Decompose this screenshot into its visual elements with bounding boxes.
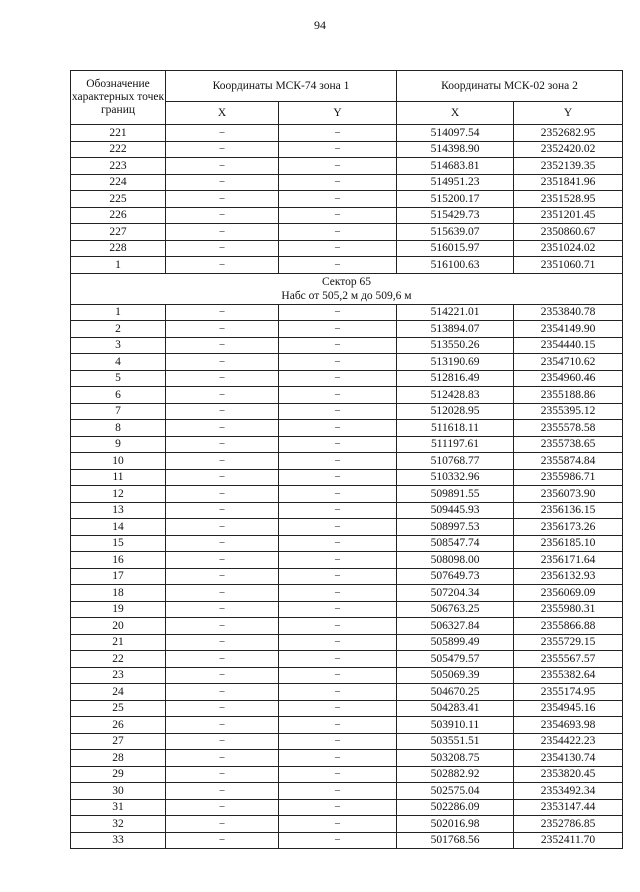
point-number-cell: 1 <box>71 257 166 274</box>
msk02-y-cell: 2352682.95 <box>514 125 623 142</box>
msk02-x-cell: 515200.17 <box>397 191 514 208</box>
msk02-y-cell: 2356185.10 <box>514 535 623 552</box>
msk74-x-cell: – <box>166 337 279 354</box>
point-number-cell: 13 <box>71 502 166 519</box>
msk02-x-cell: 514097.54 <box>397 125 514 142</box>
msk02-x-cell: 502286.09 <box>397 799 514 816</box>
msk02-x-cell: 513894.07 <box>397 321 514 338</box>
msk02-y-cell: 2354440.15 <box>514 337 623 354</box>
point-number-cell: 223 <box>71 158 166 175</box>
table-row <box>71 651 623 668</box>
msk74-y-cell: – <box>279 618 397 635</box>
table-header-row <box>71 71 623 102</box>
msk74-y-cell: – <box>279 403 397 420</box>
msk74-x-cell: – <box>166 832 279 849</box>
msk74-x-cell: – <box>166 304 279 321</box>
point-number-cell: 22 <box>71 651 166 668</box>
msk02-y-cell: 2356173.26 <box>514 519 623 536</box>
msk74-y-cell: – <box>279 568 397 585</box>
msk74-y-cell: – <box>279 436 397 453</box>
msk02-x-cell: 504283.41 <box>397 700 514 717</box>
table-row <box>71 667 623 684</box>
msk74-x-cell: – <box>166 799 279 816</box>
msk74-x-cell: – <box>166 651 279 668</box>
point-number-cell: 5 <box>71 370 166 387</box>
msk02-x-cell: 509445.93 <box>397 502 514 519</box>
msk02-y-cell: 2354422.23 <box>514 733 623 750</box>
table-row <box>71 158 623 175</box>
msk02-x-cell: 514221.01 <box>397 304 514 321</box>
msk74-y-cell: – <box>279 684 397 701</box>
msk02-y-cell: 2352420.02 <box>514 141 623 158</box>
coordinates-table <box>70 70 623 849</box>
point-number-cell: 9 <box>71 436 166 453</box>
msk74-y-cell: – <box>279 141 397 158</box>
msk02-x-cell: 506327.84 <box>397 618 514 635</box>
point-number-cell: 4 <box>71 354 166 371</box>
msk02-y-cell: 2352411.70 <box>514 832 623 849</box>
msk02-x-cell: 516015.97 <box>397 240 514 257</box>
msk02-y-cell: 2352786.85 <box>514 816 623 833</box>
msk74-x-cell: – <box>166 469 279 486</box>
msk02-y-cell: 2355578.58 <box>514 420 623 437</box>
table-row <box>71 618 623 635</box>
page-number: 94 <box>314 18 326 32</box>
msk74-x-cell: – <box>166 502 279 519</box>
msk74-x-cell: – <box>166 568 279 585</box>
table-row <box>71 766 623 783</box>
msk74-y-cell: – <box>279 585 397 602</box>
msk02-y-cell: 2350860.67 <box>514 224 623 241</box>
point-number-cell: 23 <box>71 667 166 684</box>
table-row <box>71 125 623 142</box>
msk74-y-cell: – <box>279 174 397 191</box>
msk74-y-cell: – <box>279 700 397 717</box>
msk02-x-cell: 515639.07 <box>397 224 514 241</box>
msk02-x-cell: 515429.73 <box>397 207 514 224</box>
msk74-y-cell: – <box>279 766 397 783</box>
msk74-y-cell: – <box>279 799 397 816</box>
msk74-y-cell: – <box>279 304 397 321</box>
msk02-y-cell: 2356069.09 <box>514 585 623 602</box>
point-number-cell: 24 <box>71 684 166 701</box>
msk02-x-cell: 514951.23 <box>397 174 514 191</box>
msk02-x-cell: 502575.04 <box>397 783 514 800</box>
table-row <box>71 700 623 717</box>
point-number-cell: 32 <box>71 816 166 833</box>
msk02-x-cell: 513190.69 <box>397 354 514 371</box>
msk74-x-cell: – <box>166 207 279 224</box>
msk02-y-cell: 2355866.88 <box>514 618 623 635</box>
msk74-y-cell: – <box>279 257 397 274</box>
msk74-x-cell: – <box>166 618 279 635</box>
point-number-cell: 26 <box>71 717 166 734</box>
msk02-y-cell: 2351201.45 <box>514 207 623 224</box>
msk74-y-cell: – <box>279 832 397 849</box>
msk02-y-cell: 2353840.78 <box>514 304 623 321</box>
msk02-x-cell: 512816.49 <box>397 370 514 387</box>
table-row <box>71 191 623 208</box>
msk74-x-cell: – <box>166 403 279 420</box>
header-msk74-x: X <box>166 102 279 125</box>
msk02-x-cell: 512428.83 <box>397 387 514 404</box>
table-row <box>71 420 623 437</box>
table-row <box>71 502 623 519</box>
msk74-y-cell: – <box>279 224 397 241</box>
msk02-y-cell: 2351024.02 <box>514 240 623 257</box>
msk02-x-cell: 511197.61 <box>397 436 514 453</box>
msk74-x-cell: – <box>166 158 279 175</box>
msk74-y-cell: – <box>279 519 397 536</box>
msk02-y-cell: 2354945.16 <box>514 700 623 717</box>
table-row <box>71 519 623 536</box>
msk02-y-cell: 2354693.98 <box>514 717 623 734</box>
msk02-y-cell: 2355174.95 <box>514 684 623 701</box>
table-row <box>71 601 623 618</box>
msk74-y-cell: – <box>279 158 397 175</box>
msk02-y-cell: 2354710.62 <box>514 354 623 371</box>
msk74-x-cell: – <box>166 191 279 208</box>
msk74-x-cell: – <box>166 667 279 684</box>
header-msk74: Координаты МСК-74 зона 1 <box>166 71 397 102</box>
msk02-x-cell: 507649.73 <box>397 568 514 585</box>
point-number-cell: 221 <box>71 125 166 142</box>
point-number-cell: 29 <box>71 766 166 783</box>
msk02-y-cell: 2356171.64 <box>514 552 623 569</box>
point-number-cell: 16 <box>71 552 166 569</box>
msk02-y-cell: 2355382.64 <box>514 667 623 684</box>
msk02-y-cell: 2355980.31 <box>514 601 623 618</box>
header-msk74-y: Y <box>279 102 397 125</box>
table-row <box>71 207 623 224</box>
msk02-y-cell: 2354149.90 <box>514 321 623 338</box>
table-row <box>71 240 623 257</box>
msk74-y-cell: – <box>279 667 397 684</box>
msk74-y-cell: – <box>279 651 397 668</box>
msk74-x-cell: – <box>166 257 279 274</box>
msk02-x-cell: 505069.39 <box>397 667 514 684</box>
table-row <box>71 717 623 734</box>
point-number-cell: 21 <box>71 634 166 651</box>
msk74-x-cell: – <box>166 240 279 257</box>
msk74-y-cell: – <box>279 337 397 354</box>
msk74-x-cell: – <box>166 552 279 569</box>
point-number-cell: 19 <box>71 601 166 618</box>
msk74-x-cell: – <box>166 125 279 142</box>
msk02-y-cell: 2354960.46 <box>514 370 623 387</box>
msk74-x-cell: – <box>166 733 279 750</box>
msk02-x-cell: 507204.34 <box>397 585 514 602</box>
header-msk02-x: X <box>397 102 514 125</box>
msk74-y-cell: – <box>279 634 397 651</box>
msk74-y-cell: – <box>279 783 397 800</box>
msk74-y-cell: – <box>279 453 397 470</box>
msk74-x-cell: – <box>166 535 279 552</box>
table-row <box>71 684 623 701</box>
msk74-y-cell: – <box>279 207 397 224</box>
msk02-y-cell: 2351841.96 <box>514 174 623 191</box>
table-row <box>71 436 623 453</box>
table-row <box>71 141 623 158</box>
msk02-x-cell: 512028.95 <box>397 403 514 420</box>
table-row <box>71 453 623 470</box>
msk74-y-cell: – <box>279 717 397 734</box>
msk02-x-cell: 501768.56 <box>397 832 514 849</box>
point-number-cell: 20 <box>71 618 166 635</box>
table-row <box>71 387 623 404</box>
msk02-y-cell: 2355874.84 <box>514 453 623 470</box>
msk74-y-cell: – <box>279 321 397 338</box>
table-row <box>71 750 623 767</box>
msk74-x-cell: – <box>166 766 279 783</box>
header-point-label: Обозначение характерных точек границ <box>71 71 166 125</box>
table-row <box>71 552 623 569</box>
point-number-cell: 7 <box>71 403 166 420</box>
point-number-cell: 1 <box>71 304 166 321</box>
msk02-x-cell: 506763.25 <box>397 601 514 618</box>
msk74-y-cell: – <box>279 370 397 387</box>
msk02-y-cell: 2356132.93 <box>514 568 623 585</box>
msk02-y-cell: 2353492.34 <box>514 783 623 800</box>
msk74-x-cell: – <box>166 519 279 536</box>
msk74-y-cell: – <box>279 502 397 519</box>
table-row <box>71 257 623 274</box>
msk02-y-cell: 2356136.15 <box>514 502 623 519</box>
point-number-cell: 14 <box>71 519 166 536</box>
msk74-y-cell: – <box>279 733 397 750</box>
msk74-x-cell: – <box>166 420 279 437</box>
msk74-x-cell: – <box>166 141 279 158</box>
point-number-cell: 12 <box>71 486 166 503</box>
msk74-x-cell: – <box>166 684 279 701</box>
table-row <box>71 469 623 486</box>
msk74-x-cell: – <box>166 387 279 404</box>
msk02-x-cell: 510332.96 <box>397 469 514 486</box>
msk02-x-cell: 505479.57 <box>397 651 514 668</box>
msk74-x-cell: – <box>166 601 279 618</box>
point-number-cell: 31 <box>71 799 166 816</box>
msk02-x-cell: 508547.74 <box>397 535 514 552</box>
point-number-cell: 227 <box>71 224 166 241</box>
msk74-y-cell: – <box>279 420 397 437</box>
point-number-cell: 10 <box>71 453 166 470</box>
msk02-x-cell: 510768.77 <box>397 453 514 470</box>
table-row <box>71 174 623 191</box>
msk02-x-cell: 508997.53 <box>397 519 514 536</box>
table-row <box>71 403 623 420</box>
point-number-cell: 28 <box>71 750 166 767</box>
point-number-cell: 2 <box>71 321 166 338</box>
msk74-x-cell: – <box>166 453 279 470</box>
msk02-y-cell: 2351060.71 <box>514 257 623 274</box>
table-row <box>71 568 623 585</box>
header-msk02-y: Y <box>514 102 623 125</box>
sector-header-row <box>71 273 623 304</box>
msk02-y-cell: 2355986.71 <box>514 469 623 486</box>
point-number-cell: 11 <box>71 469 166 486</box>
msk02-x-cell: 516100.63 <box>397 257 514 274</box>
msk02-y-cell: 2355188.86 <box>514 387 623 404</box>
msk74-y-cell: – <box>279 552 397 569</box>
point-number-cell: 8 <box>71 420 166 437</box>
msk02-x-cell: 502882.92 <box>397 766 514 783</box>
msk74-x-cell: – <box>166 486 279 503</box>
msk02-y-cell: 2355395.12 <box>514 403 623 420</box>
point-number-cell: 18 <box>71 585 166 602</box>
sector-title: Сектор 65 <box>321 275 372 288</box>
table-row <box>71 321 623 338</box>
msk74-y-cell: – <box>279 486 397 503</box>
table-row <box>71 733 623 750</box>
point-number-cell: 222 <box>71 141 166 158</box>
point-number-cell: 33 <box>71 832 166 849</box>
table-row <box>71 337 623 354</box>
msk02-y-cell: 2352139.35 <box>514 158 623 175</box>
msk74-x-cell: – <box>166 816 279 833</box>
table-row <box>71 634 623 651</box>
sector-header <box>71 273 623 304</box>
msk74-y-cell: – <box>279 125 397 142</box>
msk02-x-cell: 514398.90 <box>397 141 514 158</box>
table-row <box>71 799 623 816</box>
msk02-x-cell: 504670.25 <box>397 684 514 701</box>
msk74-y-cell: – <box>279 469 397 486</box>
point-number-cell: 224 <box>71 174 166 191</box>
msk02-x-cell: 503208.75 <box>397 750 514 767</box>
point-number-cell: 3 <box>71 337 166 354</box>
table-row <box>71 832 623 849</box>
msk02-y-cell: 2351528.95 <box>514 191 623 208</box>
msk02-y-cell: 2355738.65 <box>514 436 623 453</box>
point-number-cell: 30 <box>71 783 166 800</box>
table-row <box>71 486 623 503</box>
sector-subtitle: Набс от 505,2 м до 509,6 м <box>281 289 412 302</box>
table-row <box>71 783 623 800</box>
msk74-x-cell: – <box>166 750 279 767</box>
msk74-x-cell: – <box>166 585 279 602</box>
msk74-x-cell: – <box>166 717 279 734</box>
msk74-x-cell: – <box>166 321 279 338</box>
msk74-y-cell: – <box>279 601 397 618</box>
msk02-y-cell: 2353820.45 <box>514 766 623 783</box>
table-row <box>71 585 623 602</box>
msk74-y-cell: – <box>279 240 397 257</box>
msk74-y-cell: – <box>279 387 397 404</box>
point-number-cell: 17 <box>71 568 166 585</box>
table-row <box>71 370 623 387</box>
msk02-x-cell: 513550.26 <box>397 337 514 354</box>
table-row <box>71 816 623 833</box>
point-number-cell: 27 <box>71 733 166 750</box>
point-number-cell: 228 <box>71 240 166 257</box>
msk74-y-cell: – <box>279 535 397 552</box>
point-number-cell: 15 <box>71 535 166 552</box>
msk74-x-cell: – <box>166 174 279 191</box>
table-row <box>71 224 623 241</box>
msk74-x-cell: – <box>166 354 279 371</box>
msk02-y-cell: 2356073.90 <box>514 486 623 503</box>
table-row <box>71 304 623 321</box>
msk02-y-cell: 2353147.44 <box>514 799 623 816</box>
msk74-x-cell: – <box>166 634 279 651</box>
msk74-y-cell: – <box>279 750 397 767</box>
msk02-y-cell: 2355567.57 <box>514 651 623 668</box>
msk74-x-cell: – <box>166 436 279 453</box>
point-number-cell: 25 <box>71 700 166 717</box>
msk02-y-cell: 2355729.15 <box>514 634 623 651</box>
msk02-x-cell: 503910.11 <box>397 717 514 734</box>
msk02-x-cell: 514683.81 <box>397 158 514 175</box>
msk74-x-cell: – <box>166 700 279 717</box>
table-row <box>71 535 623 552</box>
msk74-y-cell: – <box>279 816 397 833</box>
table-row <box>71 354 623 371</box>
header-msk02: Координаты МСК-02 зона 2 <box>397 71 623 102</box>
msk02-x-cell: 502016.98 <box>397 816 514 833</box>
msk02-x-cell: 503551.51 <box>397 733 514 750</box>
msk74-x-cell: – <box>166 370 279 387</box>
msk74-y-cell: – <box>279 191 397 208</box>
msk74-y-cell: – <box>279 354 397 371</box>
msk02-x-cell: 505899.49 <box>397 634 514 651</box>
msk02-x-cell: 508098.00 <box>397 552 514 569</box>
point-number-cell: 226 <box>71 207 166 224</box>
msk02-x-cell: 509891.55 <box>397 486 514 503</box>
msk02-y-cell: 2354130.74 <box>514 750 623 767</box>
point-number-cell: 225 <box>71 191 166 208</box>
msk74-x-cell: – <box>166 224 279 241</box>
point-number-cell: 6 <box>71 387 166 404</box>
msk74-x-cell: – <box>166 783 279 800</box>
msk02-x-cell: 511618.11 <box>397 420 514 437</box>
